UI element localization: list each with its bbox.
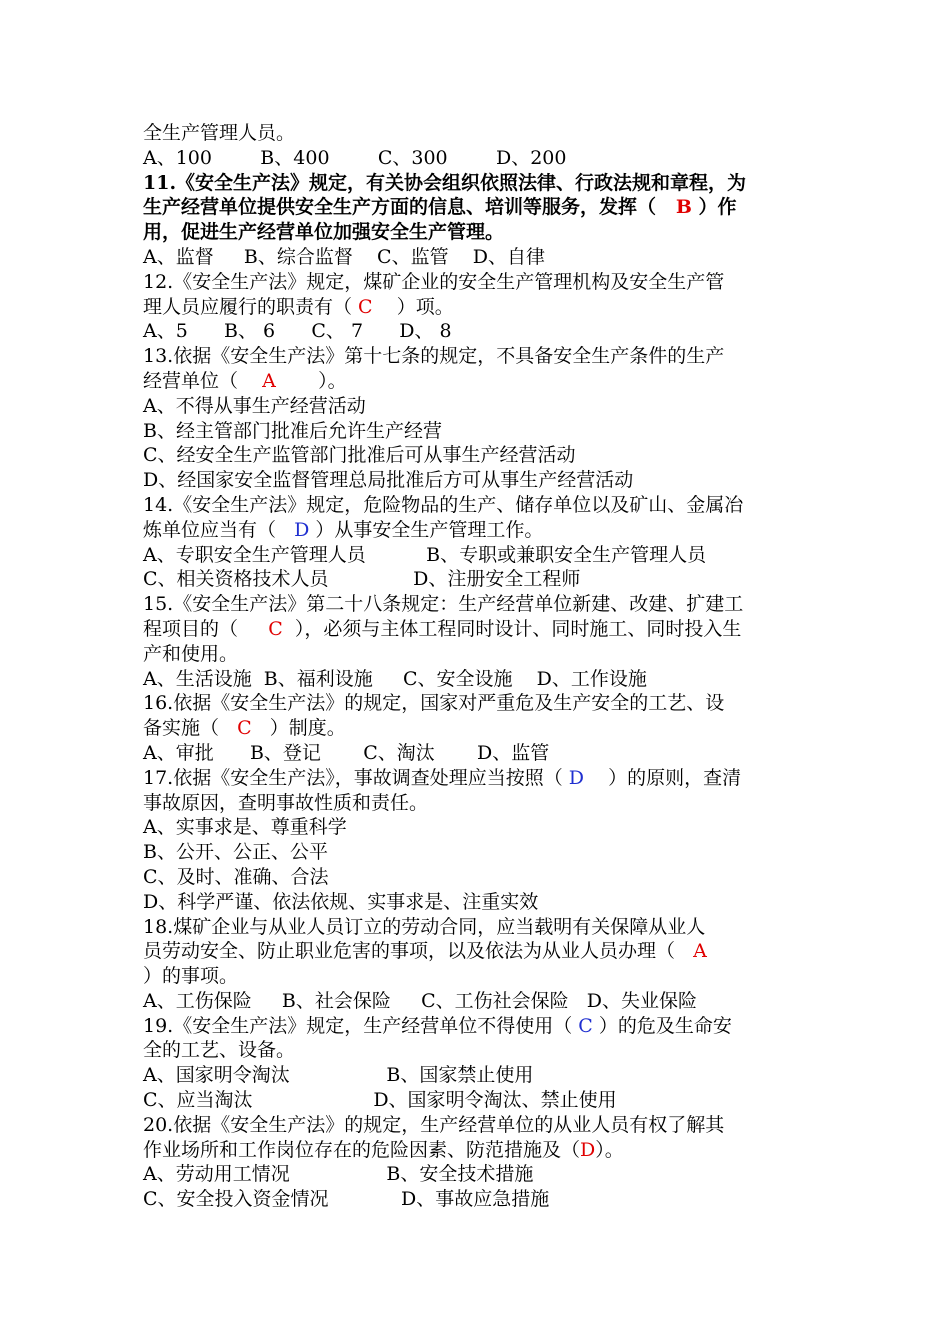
line-text-before-answer: 炼单位应当有（	[143, 518, 295, 541]
line-text: 全生产管理人员。	[143, 122, 296, 144]
answer-letter: C	[268, 617, 283, 640]
line-text-before-answer: 经营单位（	[143, 369, 263, 392]
line-text: A、100 B、400 C、300 D、200	[143, 146, 567, 169]
answer-letter: C	[578, 1014, 593, 1037]
text-line	[143, 468, 813, 493]
text-line	[143, 815, 813, 840]
text-line	[143, 419, 813, 444]
line-text: B、经主管部门批准后允许生产经营	[143, 419, 442, 442]
line-text-after-answer: ）作	[691, 196, 737, 219]
line-text: C、及时、准确、合法	[143, 865, 329, 888]
answer-letter: D	[294, 518, 310, 541]
answer-letter: B	[675, 196, 692, 219]
line-text: B、公开、公正、公平	[143, 841, 328, 864]
text-line	[143, 939, 813, 964]
line-text: 13.依据《安全生产法》第十七条的规定，不具备安全生产条件的生产	[143, 345, 725, 368]
text-line	[143, 295, 813, 320]
line-text: ）的事项。	[143, 965, 239, 988]
line-text-after-answer: ）项。	[372, 295, 454, 318]
text-line	[143, 369, 813, 394]
text-line	[143, 716, 813, 741]
line-text-after-answer: ）制度。	[251, 717, 346, 740]
text-line	[143, 890, 813, 915]
text-line	[143, 667, 813, 692]
line-text: 11.《安全生产法》规定，有关协会组织依照法律、行政法规和章程，为	[143, 171, 747, 194]
text-line	[143, 443, 813, 468]
text-line	[143, 791, 813, 816]
line-text: 20.依据《安全生产法》的规定，生产经营单位的从业人员有权了解其	[143, 1113, 725, 1136]
text-line	[143, 171, 813, 196]
text-line	[143, 691, 813, 716]
text-line	[143, 1038, 813, 1063]
line-text: C、安全投入资金情况 D、事故应急措施	[143, 1188, 550, 1211]
line-text: 12.《安全生产法》规定，煤矿企业的安全生产管理机构及安全生产管	[143, 270, 725, 293]
line-text-after-answer: ）的危及生命安	[592, 1014, 732, 1037]
line-text: 16.依据《安全生产法》的规定，国家对严重危及生产安全的工艺、设	[143, 692, 725, 715]
line-text-before-answer: 理人员应履行的职责有（	[143, 295, 359, 318]
text-line	[143, 840, 813, 865]
text-line	[143, 270, 813, 295]
line-text: A、国家明令淘汰 B、国家禁止使用	[143, 1064, 534, 1087]
text-line	[143, 1088, 813, 1113]
text-line	[143, 394, 813, 419]
line-text: D、经国家安全监督管理总局批准后方可从事生产经营活动	[143, 469, 634, 492]
line-text: 事故原因，查明事故性质和责任。	[143, 791, 429, 814]
line-text-before-answer: 17.依据《安全生产法》，事故调查处理应当按照（	[143, 766, 569, 789]
text-line	[143, 121, 813, 146]
text-line	[143, 146, 813, 171]
text-line	[143, 1113, 813, 1138]
line-text: 15.《安全生产法》第二十八条规定：生产经营单位新建、改建、扩建工	[143, 593, 744, 616]
text-line	[143, 741, 813, 766]
answer-letter: D	[568, 766, 584, 789]
answer-letter: A	[262, 369, 276, 392]
text-line	[143, 344, 813, 369]
line-text: A、工伤保险 B、社会保险 C、工伤社会保险 D、失业保险	[143, 989, 697, 1012]
line-text-after-answer: ）。	[595, 1138, 624, 1161]
line-text: 全的工艺、设备。	[143, 1039, 296, 1062]
text-line	[143, 195, 813, 220]
line-text: A、专职安全生产管理人员 B、专职或兼职安全生产管理人员	[143, 543, 707, 566]
text-line	[143, 245, 813, 270]
text-line	[143, 1138, 813, 1163]
line-text: 产和使用。	[143, 642, 239, 665]
line-text-before-answer: 作业场所和工作岗位存在的危险因素、防范措施及（	[143, 1138, 581, 1161]
text-line	[143, 617, 813, 642]
text-line	[143, 642, 813, 667]
text-line	[143, 220, 813, 245]
answer-letter: A	[693, 940, 707, 963]
line-text-before-answer: 19.《安全生产法》规定，生产经营单位不得使用（	[143, 1014, 579, 1037]
text-line	[143, 493, 813, 518]
text-line	[143, 1014, 813, 1039]
line-text-before-answer: 程项目的（	[143, 617, 269, 640]
line-text: 用，促进生产经营单位加强安全生产管理。	[143, 221, 505, 244]
line-text: A、5 B、 6 C、 7 D、 8	[143, 320, 452, 343]
line-text: A、不得从事生产经营活动	[143, 394, 366, 417]
line-text-after-answer: ），必须与主体工程同时设计、同时施工、同时投入生	[282, 617, 742, 640]
question-text-body	[143, 121, 813, 1212]
text-line	[143, 964, 813, 989]
line-text-after-answer: ）从事安全生产管理工作。	[309, 518, 544, 541]
text-line	[143, 543, 813, 568]
line-text: A、实事求是、尊重科学	[143, 816, 347, 839]
line-text-before-answer: 生产经营单位提供安全生产方面的信息、培训等服务，发挥（	[143, 196, 676, 219]
line-text: 18.煤矿企业与从业人员订立的劳动合同，应当载明有关保障从业人	[143, 915, 706, 938]
line-text: A、生活设施 B、福利设施 C、安全设施 D、工作设施	[143, 667, 647, 690]
line-text: C、经安全生产监管部门批准后可从事生产经营活动	[143, 444, 576, 467]
text-line	[143, 518, 813, 543]
answer-letter: C	[358, 295, 373, 318]
line-text: C、相关资格技术人员 D、注册安全工程师	[143, 568, 581, 591]
text-line	[143, 1187, 813, 1212]
text-line	[143, 989, 813, 1014]
text-line	[143, 319, 813, 344]
text-line	[143, 592, 813, 617]
text-line	[143, 915, 813, 940]
line-text: A、劳动用工情况 B、安全技术措施	[143, 1163, 534, 1186]
answer-letter: D	[580, 1138, 596, 1161]
line-text-after-answer: ）的原则，查清	[584, 766, 742, 789]
line-text-before-answer: 员劳动安全、防止职业危害的事项，以及依法为从业人员办理（	[143, 940, 694, 963]
line-text: A、审批 B、登记 C、淘汰 D、监管	[143, 741, 550, 764]
line-text: A、监督 B、综合监督 C、监管 D、自律	[143, 245, 545, 268]
text-line	[143, 1162, 813, 1187]
text-line	[143, 865, 813, 890]
answer-letter: C	[237, 717, 252, 740]
line-text: C、应当淘汰 D、国家明令淘汰、禁止使用	[143, 1089, 617, 1112]
line-text: D、科学严谨、依法依规、实事求是、注重实效	[143, 890, 539, 913]
line-text-before-answer: 备实施（	[143, 717, 238, 740]
text-line	[143, 766, 813, 791]
line-text-after-answer: ）。	[275, 369, 347, 392]
line-text: 14.《安全生产法》规定，危险物品的生产、储存单位以及矿山、金属冶	[143, 493, 744, 516]
text-line	[143, 567, 813, 592]
text-line	[143, 1063, 813, 1088]
